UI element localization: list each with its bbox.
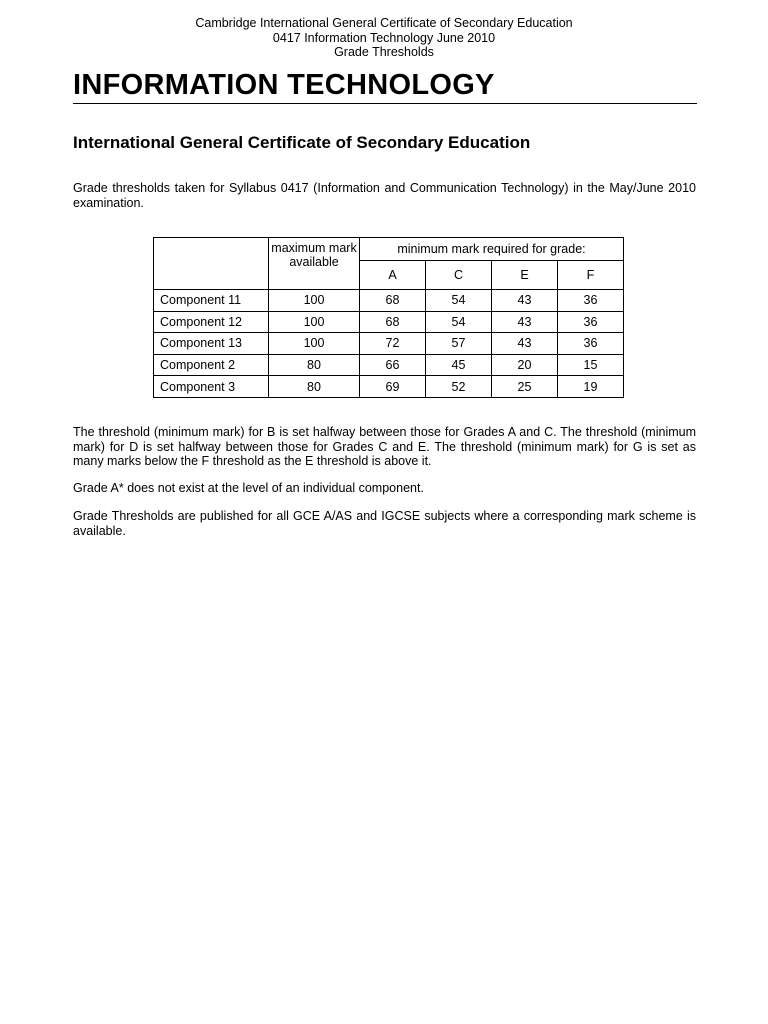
grade-a-mark: 68 bbox=[360, 311, 426, 333]
max-mark: 100 bbox=[269, 311, 360, 333]
component-name: Component 11 bbox=[154, 290, 269, 312]
grade-c-mark: 54 bbox=[426, 311, 492, 333]
grade-a-mark: 68 bbox=[360, 290, 426, 312]
empty-corner-cell bbox=[154, 238, 269, 290]
grade-c-mark: 57 bbox=[426, 333, 492, 355]
grade-a-mark: 69 bbox=[360, 376, 426, 398]
intro-paragraph: Grade thresholds taken for Syllabus 0417 (Information and Communication Technology) in the May/June 2010 examination. bbox=[73, 181, 696, 210]
grade-c-mark: 45 bbox=[426, 354, 492, 376]
grade-f-mark: 15 bbox=[558, 354, 624, 376]
table-row bbox=[154, 311, 624, 333]
header-line-doc-type: Grade Thresholds bbox=[334, 45, 434, 59]
grade-e-mark: 20 bbox=[492, 354, 558, 376]
component-name: Component 3 bbox=[154, 376, 269, 398]
grade-header-a: A bbox=[360, 261, 426, 290]
max-mark: 80 bbox=[269, 354, 360, 376]
table-header-row bbox=[154, 238, 624, 261]
max-mark: 100 bbox=[269, 290, 360, 312]
grade-a-mark: 72 bbox=[360, 333, 426, 355]
component-name: Component 13 bbox=[154, 333, 269, 355]
a-star-note: Grade A* does not exist at the level of an individual component. bbox=[73, 481, 424, 495]
page-subtitle: International General Certificate of Secondary Education bbox=[73, 133, 531, 152]
grade-group-header: minimum mark required for grade: bbox=[360, 238, 624, 261]
max-mark-header: maximum mark available bbox=[269, 238, 360, 290]
header-line-syllabus: 0417 Information Technology June 2010 bbox=[272, 30, 496, 45]
grade-a-mark: 66 bbox=[360, 354, 426, 376]
threshold-explanation: The threshold (minimum mark) for B is set halfway between those for Grades A and C. The threshold (minimum mark) for D is set halfway between those for Grades C and E. The threshold (minimum mark) for G is set as many marks below the F threshold as the E threshold is above it. bbox=[73, 425, 696, 468]
grade-f-mark: 36 bbox=[558, 333, 624, 355]
component-name: Component 12 bbox=[154, 311, 269, 333]
table-row bbox=[154, 333, 624, 355]
grade-e-mark: 43 bbox=[492, 290, 558, 312]
table-row bbox=[154, 354, 624, 376]
grade-c-mark: 52 bbox=[426, 376, 492, 398]
publication-note: Grade Thresholds are published for all GCE A/AS and IGCSE subjects where a corresponding mark scheme is available. bbox=[73, 509, 696, 538]
component-name: Component 2 bbox=[154, 354, 269, 376]
grade-f-mark: 36 bbox=[558, 311, 624, 333]
grade-e-mark: 43 bbox=[492, 333, 558, 355]
grade-f-mark: 36 bbox=[558, 290, 624, 312]
max-mark: 80 bbox=[269, 376, 360, 398]
grade-f-mark: 19 bbox=[558, 376, 624, 398]
table-row bbox=[154, 290, 624, 312]
grade-header-e: E bbox=[492, 261, 558, 290]
grade-c-mark: 54 bbox=[426, 290, 492, 312]
grade-header-c: C bbox=[426, 261, 492, 290]
table-row bbox=[154, 376, 624, 398]
max-mark: 100 bbox=[269, 333, 360, 355]
grade-threshold-table bbox=[153, 237, 624, 398]
page-header bbox=[0, 16, 768, 60]
grade-header-f: F bbox=[558, 261, 624, 290]
header-line-exam-board: Cambridge International General Certificate of Secondary Education bbox=[195, 16, 573, 30]
grade-e-mark: 25 bbox=[492, 376, 558, 398]
page-title: INFORMATION TECHNOLOGY bbox=[73, 68, 697, 104]
grade-e-mark: 43 bbox=[492, 311, 558, 333]
